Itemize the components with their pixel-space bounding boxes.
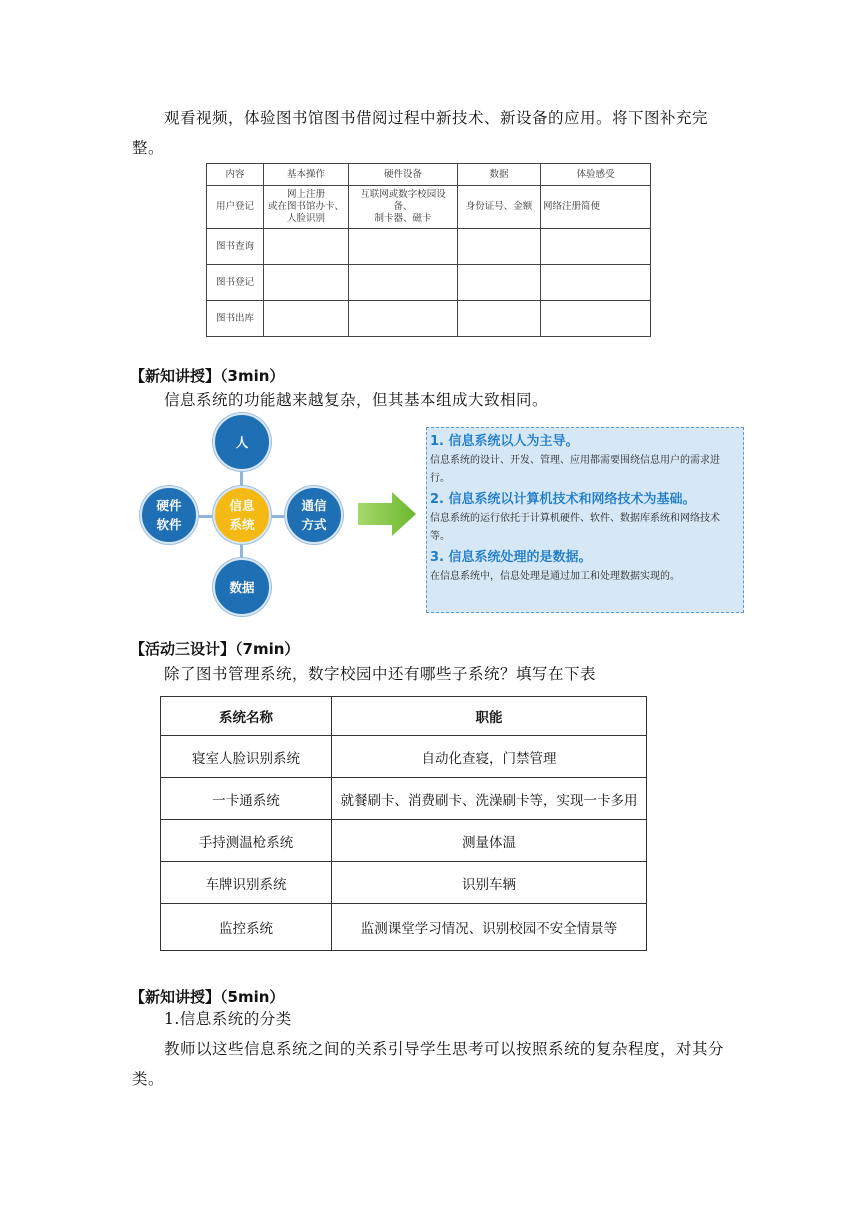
table-cell bbox=[264, 301, 349, 337]
table-cell bbox=[264, 265, 349, 301]
table-header-row bbox=[161, 697, 647, 736]
table-cell: 图书出库 bbox=[207, 301, 264, 337]
table-cell bbox=[458, 301, 541, 337]
section-heading: 【新知讲授】（5min） bbox=[130, 988, 285, 1006]
table-row bbox=[161, 820, 647, 862]
table-cell bbox=[541, 229, 651, 265]
intro-paragraph: 观看视频，体验图书馆图书借阅过程中新技术、新设备的应用。将下图补充完整。 bbox=[132, 109, 709, 157]
table-cell: 车牌识别系统 bbox=[161, 862, 332, 904]
table-row bbox=[207, 265, 651, 301]
right-arrow-icon bbox=[358, 492, 416, 536]
table-cell: 识别车辆 bbox=[332, 862, 647, 904]
table-row bbox=[207, 301, 651, 337]
table-cell bbox=[349, 229, 458, 265]
table-cell: 网上注册 或在图书馆办卡、 人脸识别 bbox=[264, 186, 349, 229]
table-cell bbox=[264, 229, 349, 265]
table-row bbox=[161, 736, 647, 778]
table-cell: 图书查询 bbox=[207, 229, 264, 265]
table-cell: 网络注册简便 bbox=[541, 186, 651, 229]
table-cell: 寝室人脸识别系统 bbox=[161, 736, 332, 778]
section-heading: 【活动三设计】（7min） bbox=[130, 640, 300, 658]
table-cell bbox=[349, 301, 458, 337]
table-cell bbox=[541, 301, 651, 337]
table-cell: 测量体温 bbox=[332, 820, 647, 862]
section-paragraph: 教师以这些信息系统之间的关系引导学生思考可以按照系统的复杂程度，对其分类。 bbox=[132, 1040, 725, 1088]
section-paragraph: 除了图书管理系统，数字校园中还有哪些子系统？填写在下表 bbox=[164, 665, 597, 683]
table-cell: 监控系统 bbox=[161, 904, 332, 951]
section-heading: 【新知讲授】（3min） bbox=[130, 367, 285, 385]
feature-desc-2: 信息系统的运行依托于计算机硬件、软件、数据库系统和网络技术等。 bbox=[430, 513, 720, 542]
table-header: 硬件设备 bbox=[349, 164, 458, 186]
section-paragraph: 信息系统的功能越来越复杂，但其基本组成大致相同。 bbox=[164, 391, 549, 409]
table-cell: 手持测温枪系统 bbox=[161, 820, 332, 862]
table-cell bbox=[541, 265, 651, 301]
table-header-row bbox=[207, 164, 651, 186]
table-cell: 监测课堂学习情况、识别校园不安全情景等 bbox=[332, 904, 647, 951]
table-cell: 一卡通系统 bbox=[161, 778, 332, 820]
table-cell: 互联网或数字校园设备、 制卡器、磁卡 bbox=[349, 186, 458, 229]
node-data: 数据 bbox=[213, 558, 271, 616]
table-header: 内容 bbox=[207, 164, 264, 186]
table-header: 职能 bbox=[332, 697, 647, 736]
node-hardware-software: 硬件 软件 bbox=[140, 486, 198, 544]
library-process-table bbox=[206, 163, 651, 337]
table-cell bbox=[458, 265, 541, 301]
feature-point-2: 2. 信息系统以计算机技术和网络技术为基础。 bbox=[430, 492, 696, 507]
table-cell: 就餐刷卡、消费刷卡、洗澡刷卡等，实现一卡多用 bbox=[332, 778, 647, 820]
table-cell: 自动化查寝，门禁管理 bbox=[332, 736, 647, 778]
table-cell bbox=[349, 265, 458, 301]
info-system-features-box bbox=[426, 427, 744, 613]
table-cell: 用户登记 bbox=[207, 186, 264, 229]
section-subheading: 1.信息系统的分类 bbox=[164, 1010, 292, 1028]
table-row bbox=[207, 229, 651, 265]
table-header: 体验感受 bbox=[541, 164, 651, 186]
table-row bbox=[161, 778, 647, 820]
node-communication: 通信 方式 bbox=[285, 486, 343, 544]
table-header: 系统名称 bbox=[161, 697, 332, 736]
node-information-system: 信息 系统 bbox=[213, 486, 271, 544]
subsystem-table bbox=[160, 696, 647, 951]
feature-desc-3: 在信息系统中，信息处理是通过加工和处理数据实现的。 bbox=[430, 571, 680, 582]
table-cell: 图书登记 bbox=[207, 265, 264, 301]
node-people: 人 bbox=[213, 413, 271, 471]
feature-point-3: 3. 信息系统处理的是数据。 bbox=[430, 550, 592, 565]
table-row bbox=[207, 186, 651, 229]
feature-desc-1: 信息系统的设计、开发、管理、应用都需要围绕信息用户的需求进行。 bbox=[430, 455, 720, 484]
table-cell bbox=[458, 229, 541, 265]
table-header: 基本操作 bbox=[264, 164, 349, 186]
feature-point-1: 1. 信息系统以人为主导。 bbox=[430, 434, 579, 449]
table-row bbox=[161, 862, 647, 904]
table-cell: 身份证号、金额 bbox=[458, 186, 541, 229]
table-row bbox=[161, 904, 647, 951]
table-header: 数据 bbox=[458, 164, 541, 186]
